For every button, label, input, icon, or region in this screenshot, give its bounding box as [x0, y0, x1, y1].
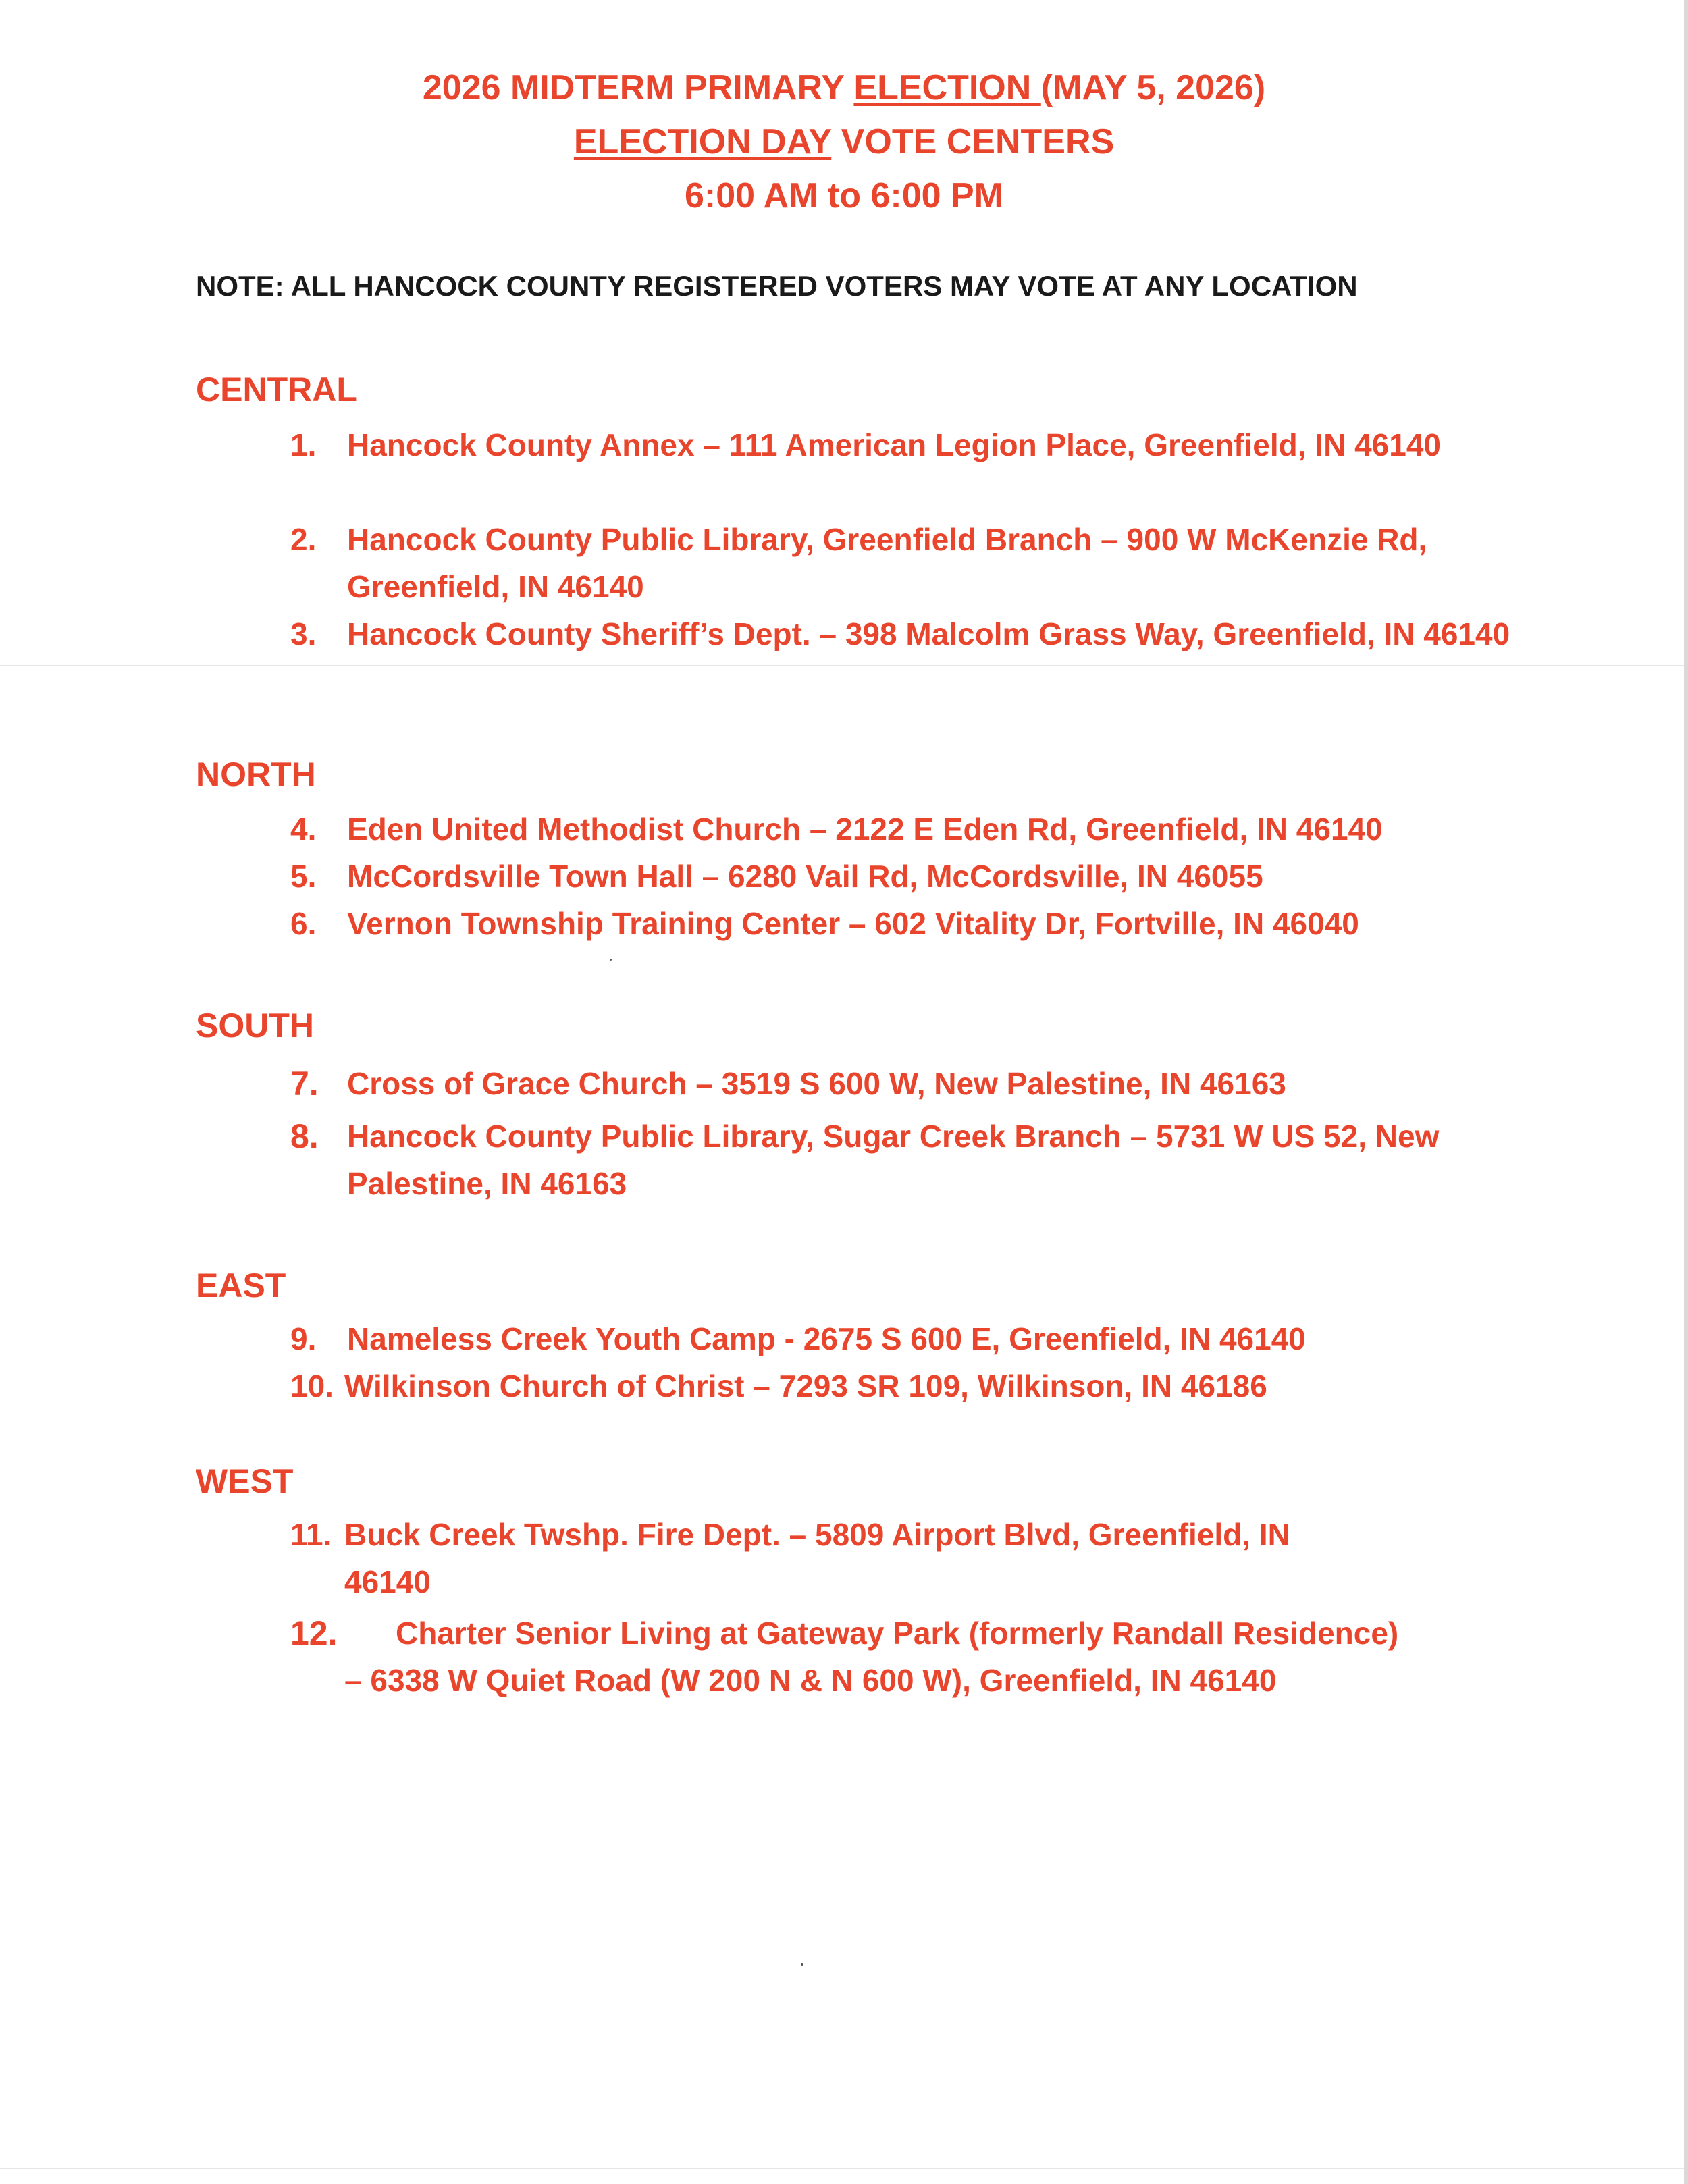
list-item-number: 11. [290, 1517, 332, 1552]
list-item-7 [290, 1060, 1519, 1107]
list-item-2 [290, 516, 1519, 610]
title-line-2 [0, 115, 1688, 169]
list-item-text: Hancock County Annex – 111 American Legion Place, Greenfield, IN 46140 [347, 427, 1441, 462]
title-line-3: 6:00 AM to 6:00 PM [685, 176, 1003, 215]
title-line-1-part-1: 2026 MIDTERM PRIMARY [422, 68, 854, 107]
list-item-5 [290, 853, 1519, 900]
scan-artifact-line [0, 665, 1688, 666]
list-item-text: McCordsville Town Hall – 6280 Vail Rd, McCordsville, IN 46055 [347, 859, 1263, 894]
list-item-continuation: 46140 [344, 1564, 431, 1599]
title-line-1-part-2: (MAY 5, 2026) [1040, 68, 1266, 107]
list-item-8 [290, 1113, 1519, 1207]
list-item-continuation: – 6338 W Quiet Road (W 200 N & N 600 W), Greenfield, IN 46140 [344, 1663, 1277, 1698]
list-item-12 [290, 1609, 1519, 1704]
section-heading-south: SOUTH [196, 1007, 314, 1044]
list-item-number: 10. [290, 1368, 334, 1404]
list-item-text: Hancock County Public Library, Greenfield Branch – 900 W McKenzie Rd, Greenfield, IN 46140 [347, 522, 1427, 604]
section-heading-west: WEST [196, 1462, 294, 1500]
list-item-number: 5. [290, 859, 317, 894]
list-item-4 [290, 805, 1519, 853]
list-item-number: 4. [290, 811, 317, 847]
list-item-10 [290, 1362, 1519, 1410]
list-item-text: Hancock County Public Library, Sugar Creek Branch – 5731 W US 52, New Palestine, IN 46163 [347, 1119, 1440, 1201]
section-heading-north: NORTH [196, 755, 316, 793]
list-item-3 [290, 610, 1519, 658]
list-item-text: Wilkinson Church of Christ – 7293 SR 109, Wilkinson, IN 46186 [344, 1368, 1267, 1404]
list-item-text: Charter Senior Living at Gateway Park (formerly Randall Residence) [396, 1616, 1399, 1651]
list-item-number: 1. [290, 427, 317, 462]
title-line-1 [0, 61, 1688, 115]
list-item-text: Cross of Grace Church – 3519 S 600 W, New Palestine, IN 46163 [347, 1066, 1286, 1101]
list-item-number: 6. [290, 906, 317, 941]
list-item-text: Hancock County Sheriff’s Dept. – 398 Malcolm Grass Way, Greenfield, IN 46140 [347, 616, 1510, 651]
scan-speck [801, 1963, 803, 1966]
section-heading-central: CENTRAL [196, 371, 357, 408]
list-item-text: Eden United Methodist Church – 2122 E Eden Rd, Greenfield, IN 46140 [347, 811, 1383, 847]
list-item-number: 2. [290, 522, 317, 557]
list-item-1 [290, 421, 1519, 469]
section-heading-east: EAST [196, 1267, 286, 1304]
scan-artifact-edge [1684, 0, 1688, 2184]
list-item-number: 9. [290, 1321, 317, 1356]
list-item-11 [290, 1511, 1519, 1605]
list-item-number: 8. [290, 1117, 319, 1155]
title-line-1-underlined: ELECTION [853, 68, 1041, 107]
list-item-number: 12. [290, 1614, 338, 1652]
list-item-9 [290, 1315, 1519, 1362]
scan-artifact-line [0, 2168, 1688, 2169]
scan-speck [610, 959, 612, 961]
list-item-text: Vernon Township Training Center – 602 Vitality Dr, Fortville, IN 46040 [347, 906, 1359, 941]
list-item-text: Nameless Creek Youth Camp - 2675 S 600 E, Greenfield, IN 46140 [347, 1321, 1306, 1356]
title-line-2-part-2: VOTE CENTERS [831, 122, 1115, 161]
title-line-2-underlined: ELECTION DAY [573, 122, 832, 161]
list-item-number: 7. [290, 1065, 319, 1102]
title-block [0, 61, 1688, 223]
note-text: NOTE: ALL HANCOCK COUNTY REGISTERED VOTERS MAY VOTE AT ANY LOCATION [196, 270, 1358, 302]
list-item-text: Buck Creek Twshp. Fire Dept. – 5809 Airport Blvd, Greenfield, IN [344, 1517, 1290, 1552]
list-item-6 [290, 900, 1519, 947]
list-item-number: 3. [290, 616, 317, 651]
